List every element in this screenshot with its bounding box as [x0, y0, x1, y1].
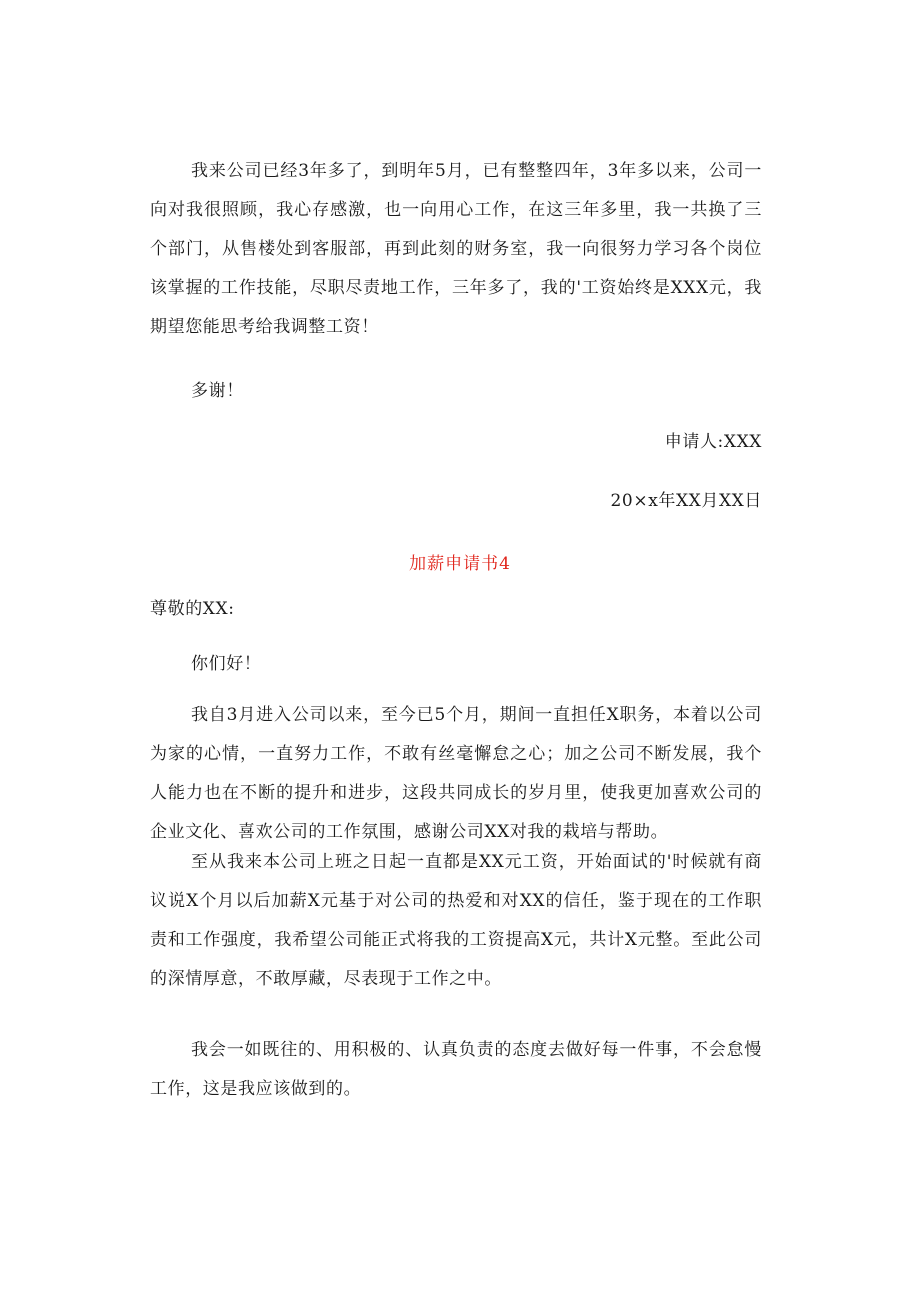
letter4-salutation: 尊敬的XX:	[150, 599, 235, 619]
letter4-paragraph-1: 我自3月进入公司以来，至今已5个月，期间一直担任X职务，本着以公司为家的心情，一直努力工作，不敢有丝毫懈怠之心；加之公司不断发展，我个人能力也在不断的提升和进步，这段共同成长的岁月里，使我更加喜欢公司的企业文化、喜欢公司的工作氛围，感谢公司XX对我的栽培与帮助。	[150, 705, 762, 842]
letter3-thanks: 多谢！	[191, 381, 244, 401]
letter4-paragraph-3: 我会一如既往的、用积极的、认真负责的态度去做好每一件事，不会怠慢工作，这是我应该做到的。	[150, 1040, 762, 1099]
letter4-greeting: 你们好！	[191, 654, 262, 674]
letter3-applicant: 申请人:XXX	[664, 432, 762, 452]
letter4-paragraph-2: 至从我来本公司上班之日起一直都是XX元工资，开始面试的'时候就有商议说X个月以后加薪X元基于对公司的热爱和对XX的信任，鉴于现在的工作职责和工作强度，我希望公司能正式将我的工资提高X元，共计X元整。至此公司的深情厚意，不敢厚藏，尽表现于工作之中。	[150, 852, 762, 989]
letter3-body: 我来公司已经3年多了，到明年5月，已有整整四年，3年多以来，公司一向对我很照顾，我心存感激，也一向用心工作，在这三年多里，我一共换了三个部门，从售楼处到客服部，再到此刻的财务室，我一向很努力学习各个岗位该掌握的工作技能，尽职尽责地工作，三年多了，我的'工资始终是XXX元，我期望您能思考给我调整工资！	[150, 161, 762, 337]
letter3-date: 20×x年XX月XX日	[610, 491, 762, 511]
letter4-title: 加薪申请书4	[409, 554, 511, 574]
